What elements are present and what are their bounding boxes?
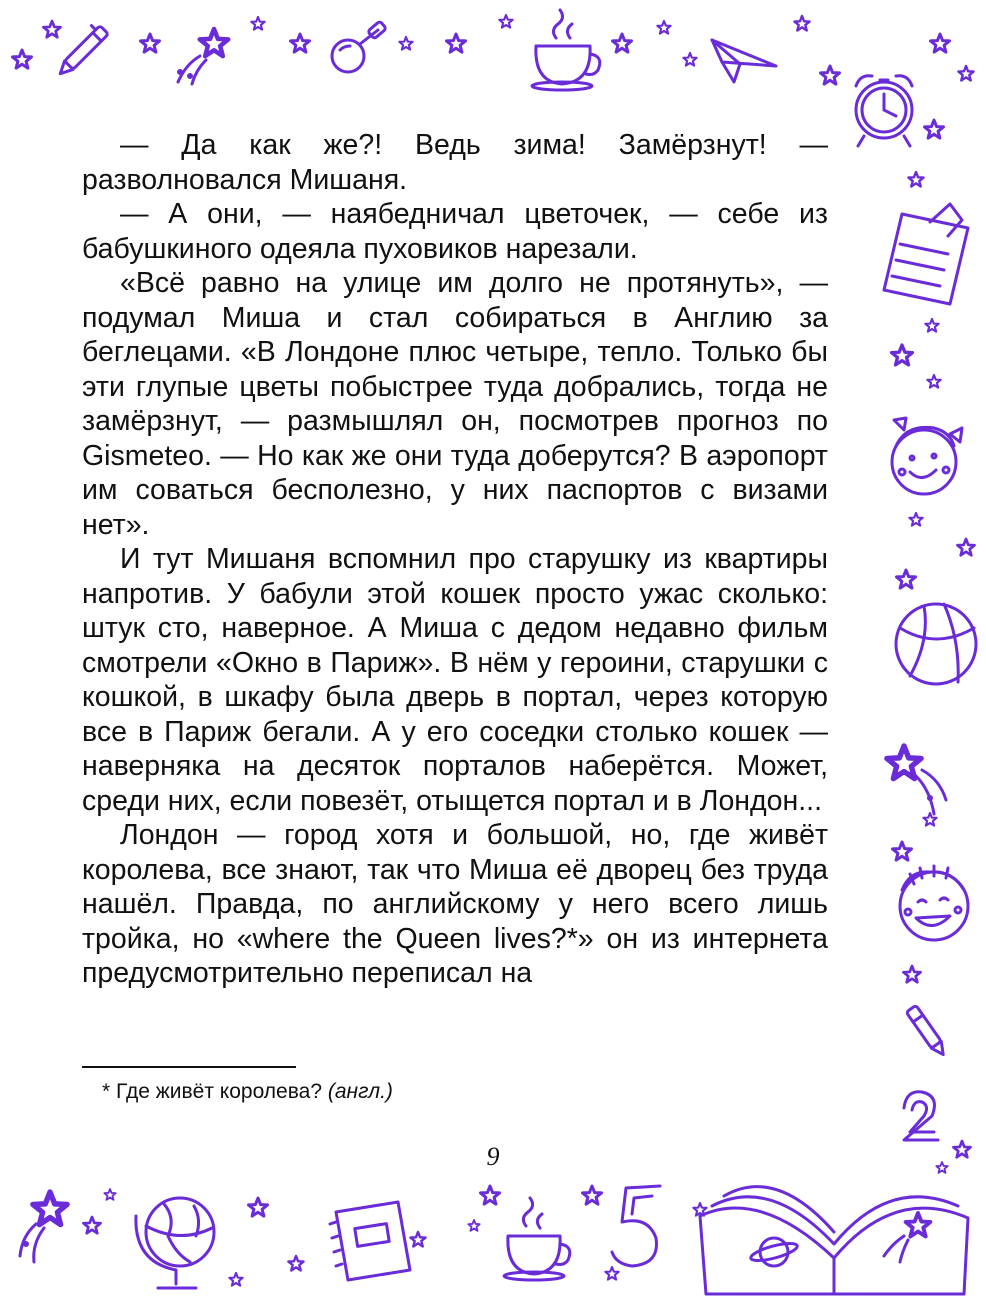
pen-icon [906, 1005, 948, 1058]
paragraph: Лондон — город хотя и большой, но, где живёт королева, все знают, так что Миша её дворец без труда нашёл. Правда, по английскому у него всего лишь тройка, но «where the Queen lives?*» он из интернета предусмотрительно переписал на [82, 819, 828, 989]
footnote [102, 1080, 393, 1104]
footnote-rule [82, 1066, 296, 1068]
number-5-icon [612, 1186, 660, 1266]
pen-icon [52, 21, 109, 78]
footnote-text: * Где живёт королева? [102, 1080, 323, 1103]
shooting-star-icon [178, 29, 228, 84]
paragraph: — А они, — наябедничал цветочек, — себе из бабушкиного одеяла пуховиков нарезали. [82, 198, 828, 265]
boy-face-icon [900, 866, 968, 940]
paragraph: И тут Мишаня вспомнил про старушку из квартиры напротив. У бабули этой кошек просто ужас сколько: штук сто, наверное. А Миша с дедом недавно фильм смотрели «Окно в Париж». В нём у героини, старушки с кошкой, в шкафу была дверь в портал, через которую все в Париж бегали. А у его соседки столько кошек — наверняка на десяток порталов наберётся. Может, среди них, если повезёт, отыщется портал и в Лондон... [82, 543, 828, 817]
coffee-cup-icon [504, 1198, 570, 1280]
paper-plane-icon [712, 40, 776, 82]
page-number: 9 [486, 1142, 500, 1171]
paragraph: «Всё равно на улице им долго не протянуть», — подумал Миша и стал собираться в Англию за беглецами. «В Лондоне плюс четыре, тепло. Только бы эти глупые цветы побыстрее туда добрались, тогда не замёрзнут, — размышлял он, посмотрев прогноз по Gismeteo. — Но как же они туда доберутся? В аэропорт им соваться бесполезно, у них паспортов с визами нет». [82, 267, 828, 541]
note-paper-icon [884, 204, 968, 304]
body-text [82, 128, 828, 991]
globe-icon [136, 1198, 214, 1288]
shooting-star-icon [20, 1192, 67, 1262]
paragraph: — Да как же?! Ведь зима! Замёрзнут! — разволновался Мишаня. [82, 129, 828, 196]
ball-icon [896, 604, 976, 684]
footnote-language-note: (англ.) [327, 1080, 393, 1103]
open-book-icon [700, 1187, 968, 1294]
notebook-icon [330, 1202, 410, 1280]
number-2-icon [904, 1092, 938, 1140]
girl-face-icon [892, 418, 962, 494]
magnifier-icon [332, 21, 386, 72]
alarm-clock-icon [856, 76, 912, 146]
shooting-star-icon [887, 746, 946, 814]
coffee-cup-icon [532, 10, 600, 90]
